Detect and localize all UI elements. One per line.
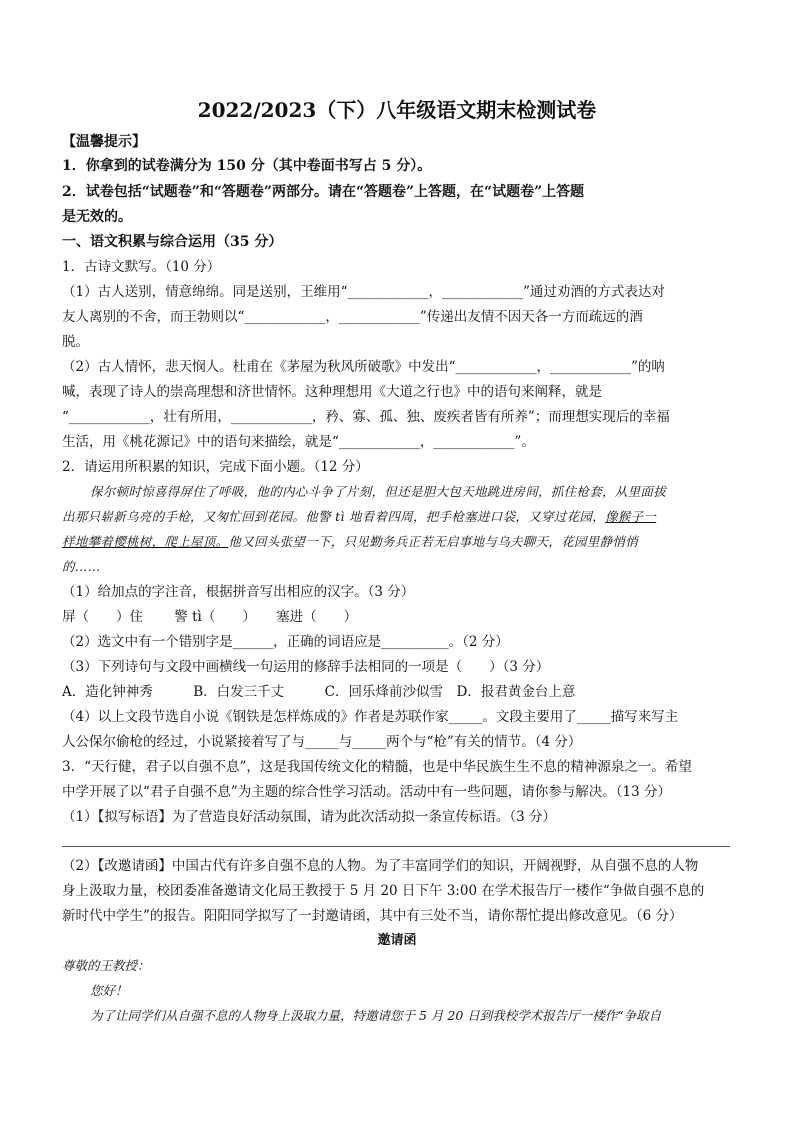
q1-part2-line-2: 喊，表现了诗人的崇高理想和济世情怀。这种理想用《大道之行也》中的语句来阐释，就是 (62, 384, 602, 400)
q2-passage-underlined-start: 像猴子一 (604, 509, 657, 524)
q3-stem-line-1: 3．“天行健，君子以自强不息”，这是我国传统文化的精髓，也是中华民族生生不息的精神源泉之一。希望 (62, 759, 692, 775)
q3-sub1: （1）【拟写标语】为了营造良好活动氛围，请为此次活动拟一条宣传标语。（3 分） (62, 809, 556, 825)
q1-part1-line-2: 友人离别的不舍，而王勃则以“____________，____________”传递出友情不因天各一方而疏远的酒 (62, 309, 643, 325)
answer-line (62, 846, 730, 847)
q3-sub2-line-3: 新时代中学生”的报告。阳阳同学拟写了一封邀请函，其中有三处不当，请你帮忙提出修改意见。（6 分） (62, 908, 683, 924)
q2-sub3: （3）下列诗句与文段中画横线一句运用的修辞手法相同的一项是（ ）（3 分） (62, 659, 550, 675)
letter-salutation: 尊敬的王教授： (62, 958, 150, 973)
q2-passage-line-2-text: 出那只崭新乌亮的手枪，又匆忙回到花园。他警 tì 地看着四周，把手枪塞进口袋，又穿过花园， (62, 509, 605, 524)
q3-sub2-line-2: 身上汲取力量，校团委准备邀请文化局王教授于 5 月 20 日下午 3:00 在学术报告厅一楼作“争做自强不息的 (62, 883, 705, 899)
q2-sub4-line-1: （4）以上文段节选自小说《钢铁是怎样炼成的》作者是苏联作家_____。文段主要用了_____描写来写主 (62, 709, 679, 725)
q2-sub3-options: A．造化钟神秀 B．白发三千丈 C．回乐烽前沙似雪 D．报君黄金台上意 (62, 684, 576, 700)
letter-greeting: 您好！ (90, 983, 128, 998)
q2-sub1-items: 屏（ ）住 警 tì（ ） 塞进（ ） (62, 609, 358, 625)
tips-item-1: 1．你拿到的试卷满分为 150 分（其中卷面书写占 5 分）。 (62, 158, 432, 174)
q2-passage-line-4: 的…… (62, 559, 101, 574)
q3-stem-line-2: 中学开展了以“君子自强不息”为主题的综合性学习活动。活动中有一些问题，请你参与解决。（13 分） (62, 784, 672, 800)
q2-passage-line-2 (62, 507, 732, 527)
section-1-heading: 一、语文积累与综合运用（35 分） (62, 234, 283, 250)
q2-sub4-line-2: 人公保尔偷枪的经过，小说紧接着写了与_____与_____两个与“枪”有关的情节。（4 分） (62, 734, 582, 750)
q1-part1-line-1: （1）古人送别，情意绵绵。同是送别，王维用“____________，____________”通过劝酒的方式表达对 (62, 284, 665, 300)
letter-body: 为了让同学们从自强不息的人物身上汲取力量，特邀请您于 5 月 20 日到我校学术报告厅一楼作“争取自 (90, 1008, 662, 1023)
q1-part2-line-4: 生活，用《桃花源记》中的语句来描绘，就是“____________，____________”。 (62, 434, 535, 450)
q2-sub2: （2）选文中有一个错别字是______，正确的词语应是__________。（2 分） (62, 634, 509, 650)
tips-heading: 【温馨提示】 (62, 134, 146, 150)
q1-part1-line-3: 脱。 (62, 334, 89, 350)
q2-passage-line-3-text: 他又回头张望一下，只见勤务兵正若无启事地与乌夫聊天，花园里静悄悄 (228, 534, 639, 549)
q1-stem: 1．古诗文默写。（10 分） (62, 259, 221, 275)
q1-part2-line-3: “____________，壮有所用，____________，矜、寡、孤、独、废疾者皆有所养”；而理想实现后的幸福 (62, 409, 670, 425)
q3-sub2-line-1: （2）【改邀请函】中国古代有许多自强不息的人物。为了丰富同学们的知识，开阔视野，从自强不息的人物 (62, 858, 699, 874)
tips-item-2-line-2: 是无效的。 (62, 209, 132, 225)
q1-part2-line-1: （2）古人情怀，悲天悯人。杜甫在《茅屋为秋风所破歌》中发出“____________，____________”的呐 (62, 359, 665, 375)
q2-passage-line-1: 保尔顿时惊喜得屏住了呼吸，他的内心斗争了片刻，但还是胆大包天地跳进房间，抓住枪套，从里面拔 (90, 484, 667, 499)
q2-passage-line-3 (62, 532, 732, 552)
q2-stem: 2．请运用所积累的知识，完成下面小题。（12 分） (62, 459, 369, 475)
tips-item-2-line-1: 2．试卷包括“试题卷”和“答题卷”两部分。请在“答题卷”上答题，在“试题卷”上答题 (62, 184, 585, 200)
q2-passage-underlined-end: 样地攀着樱桃树，爬上屋顶。 (62, 534, 229, 549)
letter-title: 邀请函 (377, 933, 417, 948)
exam-title: 2022/2023（下）八年级语文期末检测试卷 (197, 98, 597, 122)
q2-sub1: （1）给加点的字注音，根据拼音写出相应的汉字。（3 分） (62, 584, 415, 600)
